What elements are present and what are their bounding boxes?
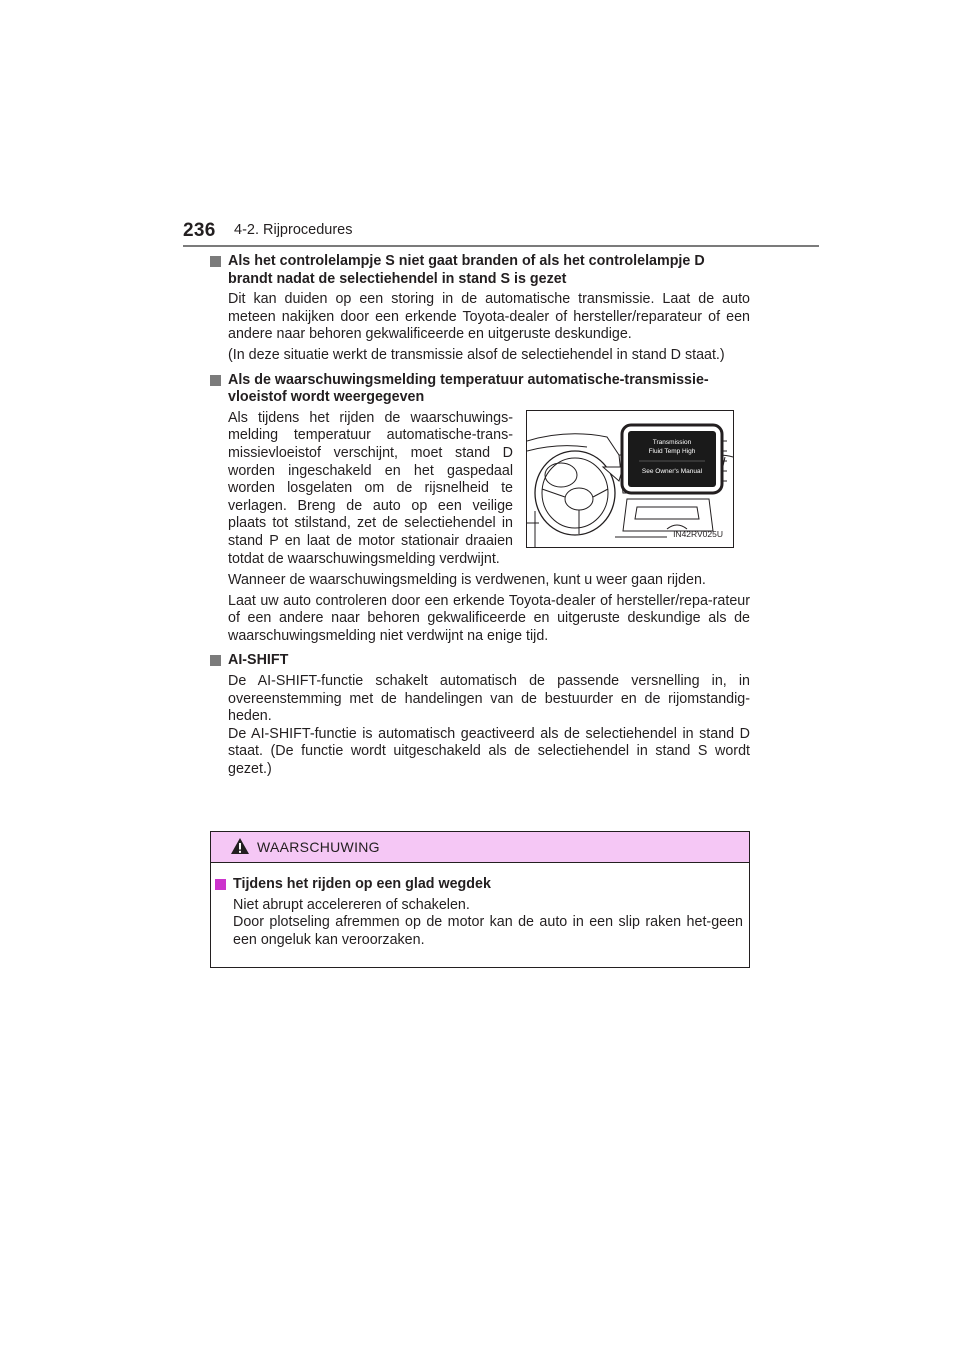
bullet-square-icon xyxy=(210,256,221,267)
page-header xyxy=(183,220,819,248)
heading-text: Als de waarschuwingsmelding temperatuur automatische-transmissie-vloeistof wordt weergegeven xyxy=(228,371,709,406)
section-heading xyxy=(210,253,750,288)
paragraph: Als tijdens het rijden de waarschuwings-melding temperatuur automatische-trans-missievloeistof verschijnt, moet stand D worden ingeschakeld en het gaspedaal worden losgelaten om de rijsnelheid te verlagen. Breng de auto op een veilige plaats tot stilstand, zet de selectiehendel in stand P en laat de motor stationair draaien totdat de waarschuwingsmelding verdwijnt. xyxy=(228,409,513,567)
paragraph: Niet abrupt accelereren of schakelen. xyxy=(233,896,470,913)
figure-code: IN42RV025U xyxy=(673,529,723,540)
paragraph: Laat uw auto controleren door een erkende Toyota-dealer of hersteller/repa-rateur of een andere naar behoren gekwalificeerde en uitgeruste deskundige als de waarschuwingsmelding niet verdwijnt na enige tijd. xyxy=(228,592,750,644)
display-line-3: See Owner's Manual xyxy=(641,467,703,475)
header-rule xyxy=(183,245,819,247)
paragraph: (In deze situatie werkt de transmissie alsof de selectiehendel in stand D staat.) xyxy=(228,346,725,363)
paragraph: Door plotseling afremmen op de motor kan de auto in een slip raken het-geen een ongeluk kan veroorzaken. xyxy=(233,914,743,948)
heading-text: AI-SHIFT xyxy=(228,652,289,669)
warning-header xyxy=(211,832,749,863)
warning-box xyxy=(210,831,750,968)
warning-triangle-icon xyxy=(230,837,250,855)
paragraph: De AI-SHIFT-functie schakelt automatisch de passende versnelling in, in overeenstemming met de handelingen van de bestuurder en de rijomstandig-heden. xyxy=(228,673,750,725)
text-with-figure xyxy=(210,410,750,568)
paragraph: Wanneer de waarschuwingsmelding is verdwenen, kunt u weer gaan rijden. xyxy=(228,572,706,589)
main-content xyxy=(210,253,750,782)
bullet-square-icon xyxy=(210,655,221,666)
display-line-1: Transmission xyxy=(652,438,692,446)
display-line-2: Fluid Temp High xyxy=(648,447,696,455)
section-title: 4-2. Rijprocedures xyxy=(234,222,353,238)
dashboard-illustration xyxy=(526,410,734,548)
heading-text: Als het controlelampje S niet gaat branden of als het controlelampje D brandt nadat de selectiehendel in stand S is gezet xyxy=(228,253,705,287)
warning-heading xyxy=(215,876,743,894)
heading-text: Tijdens het rijden op een glad wegdek xyxy=(233,876,491,892)
paragraph: Dit kan duiden op een storing in de automatische transmissie. Laat de auto meteen nakijken door een erkende Toyota-dealer of hersteller/reparateur of een andere naar behoren gekwalificeerde en uitgeruste deskundige. xyxy=(228,291,750,343)
bullet-square-icon xyxy=(210,375,221,386)
page-number: 236 xyxy=(183,220,216,241)
warning-body xyxy=(215,876,743,952)
section-heading xyxy=(210,652,750,670)
warning-title: WAARSCHUWING xyxy=(257,839,380,855)
bullet-square-icon xyxy=(215,879,226,890)
paragraph: De AI-SHIFT-functie is automatisch geactiveerd als de selectiehendel in stand D staat. (De functie wordt uitgeschakeld als de selectiehendel in stand S wordt gezet.) xyxy=(228,725,750,778)
section-heading xyxy=(210,372,750,407)
